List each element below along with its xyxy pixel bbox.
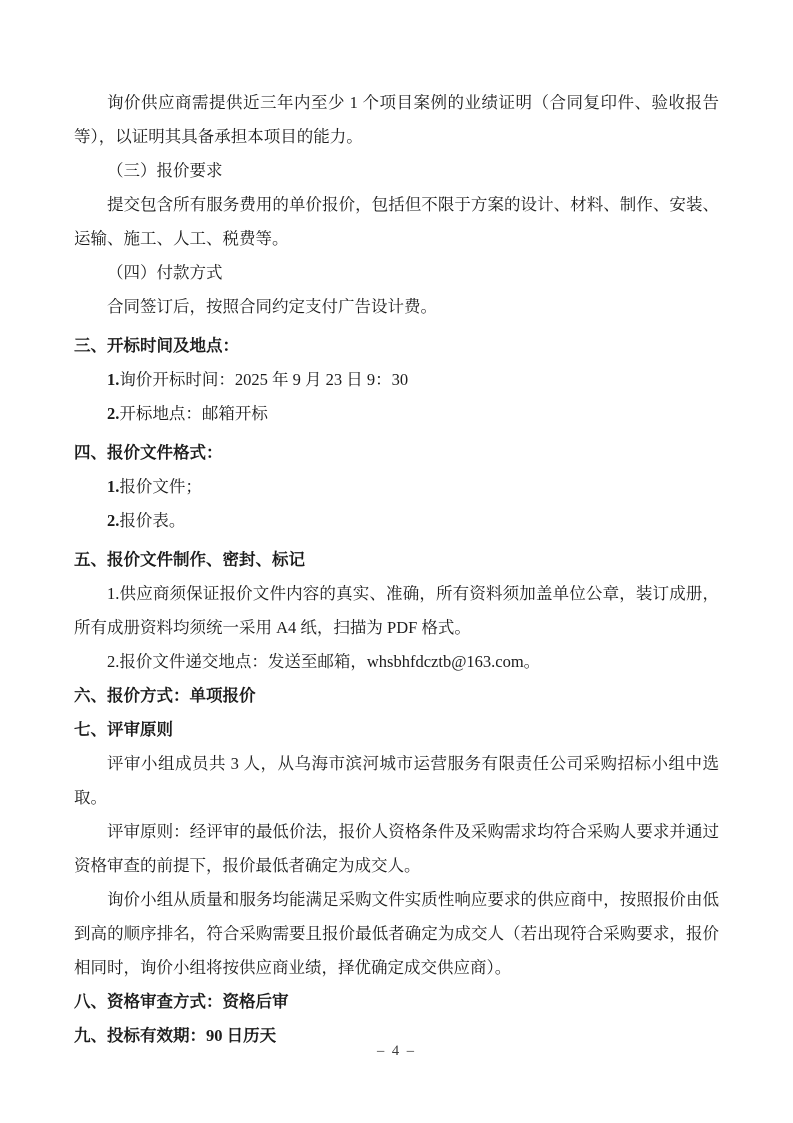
page-number: – 4 –	[377, 1043, 416, 1059]
section-heading: 八、资格审查方式：资格后审	[74, 992, 289, 1011]
section-heading: 四、报价文件格式：	[74, 443, 223, 462]
paragraph: 合同签订后，按照合同约定支付广告设计费。	[107, 297, 437, 316]
page-content	[74, 86, 719, 1053]
section-heading: 九、投标有效期：90 日历天	[74, 1026, 277, 1045]
paragraph: 询价供应商需提供近三年内至少 1 个项目案例的业绩证明（合同复印件、验收报告等），以证明其具备承担本项目的能力。	[74, 93, 719, 146]
item-text: 报价文件；	[119, 477, 202, 496]
numbered-item	[74, 470, 719, 504]
subsection-heading: （三）报价要求	[107, 161, 223, 180]
paragraph: 1.供应商须保证报价文件内容的真实、准确，所有资料须加盖单位公章，装订成册，所有成册资料均须统一采用 A4 纸，扫描为 PDF 格式。	[74, 584, 719, 637]
page-footer	[0, 1043, 793, 1060]
item-text: 询价开标时间：2025 年 9 月 23 日 9：30	[119, 370, 409, 389]
section-heading: 三、开标时间及地点：	[74, 336, 239, 355]
numbered-item	[74, 504, 719, 538]
item-number: 2.	[107, 404, 120, 423]
paragraph: 提交包含所有服务费用的单价报价，包括但不限于方案的设计、材料、制作、安装、运输、施工、人工、税费等。	[74, 195, 719, 248]
item-number: 1.	[107, 370, 120, 389]
subsection-heading: （四）付款方式	[107, 263, 223, 282]
numbered-item	[74, 397, 719, 431]
item-number: 2.	[107, 511, 120, 530]
paragraph: 2.报价文件递交地点：发送至邮箱，whsbhfdcztb@163.com。	[107, 652, 541, 671]
item-text: 开标地点：邮箱开标	[119, 404, 268, 423]
item-text: 报价表。	[119, 511, 186, 530]
section-heading: 五、报价文件制作、密封、标记	[74, 550, 305, 569]
numbered-item	[74, 363, 719, 397]
paragraph: 询价小组从质量和服务均能满足采购文件实质性响应要求的供应商中，按照报价由低到高的顺序排名，符合采购需要且报价最低者确定为成交人（若出现符合采购要求，报价相同时，询价小组将按供应商业绩，择优确定成交供应商）。	[74, 890, 719, 977]
item-number: 1.	[107, 477, 120, 496]
section-heading: 七、评审原则	[74, 720, 173, 739]
paragraph: 评审原则：经评审的最低价法，报价人资格条件及采购需求均符合采购人要求并通过资格审查的前提下，报价最低者确定为成交人。	[74, 822, 719, 875]
paragraph: 评审小组成员共 3 人，从乌海市滨河城市运营服务有限责任公司采购招标小组中选取。	[74, 754, 719, 807]
section-heading: 六、报价方式：单项报价	[74, 686, 256, 705]
